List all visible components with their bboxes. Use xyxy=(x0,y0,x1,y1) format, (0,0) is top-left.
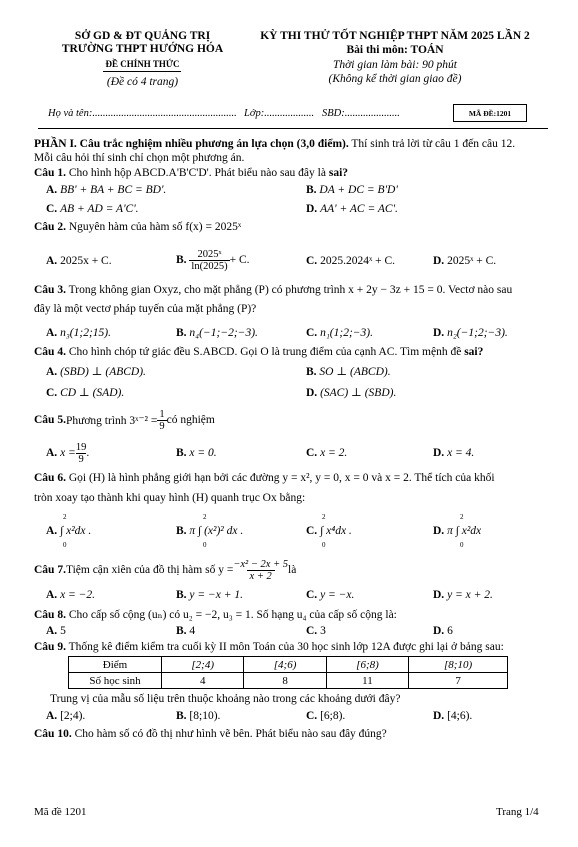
q5-option-c[interactable]: C. x = 2. xyxy=(306,447,348,459)
q5-a-tail: . xyxy=(86,447,90,459)
q7-frac-num: −x² − 2x + 5 xyxy=(233,558,289,570)
q6-a-lower: 0 xyxy=(63,541,67,549)
q8-option-b[interactable]: B. 4 xyxy=(176,625,196,637)
q4-number: Câu 4. xyxy=(34,346,66,358)
exam-subject: Bài thi môn: TOÁN xyxy=(346,44,444,56)
q5-frac-num: 1 xyxy=(159,408,165,420)
q5-option-d[interactable]: D. x = 4. xyxy=(433,447,475,459)
header-divider xyxy=(38,128,548,129)
q6-a-upper: 2 xyxy=(63,513,67,521)
q2-option-d[interactable]: D. 2025ˣ + C. xyxy=(433,255,497,267)
q7-frac-den: x + 2 xyxy=(247,570,275,582)
q8-stem xyxy=(34,607,397,621)
official-label: ĐỀ CHÍNH THỨC xyxy=(105,59,180,69)
q9-b-text: [8;10). xyxy=(189,710,221,722)
q9-option-b[interactable]: B. [8;10). xyxy=(176,710,221,722)
q9-td-4: 7 xyxy=(409,673,508,689)
q9-stem xyxy=(34,641,504,653)
page-count: (Đề có 4 trang) xyxy=(106,76,179,88)
q5-b-text: x = 0. xyxy=(189,447,217,459)
q6-option-d[interactable]: D. π ∫ x²dx xyxy=(433,525,482,537)
q8-option-a[interactable]: A. 5 xyxy=(46,625,66,637)
q3-option-c[interactable]: C. n₁(1;2;−3). xyxy=(306,327,374,339)
footer-code: Mã đề 1201 xyxy=(34,806,87,818)
q2-b-den: ln(2025) xyxy=(191,260,228,272)
footer-page: Trang 1/4 xyxy=(496,806,539,818)
q4-stem xyxy=(34,346,483,358)
q5-a-den: 9 xyxy=(78,453,84,465)
q1-d-text: AA' + AC = AC'. xyxy=(320,203,398,215)
q9-th-3: [6;8) xyxy=(326,657,408,673)
q8-c-text: 3 xyxy=(320,625,326,637)
q8-option-d[interactable]: D. 6 xyxy=(433,625,453,637)
q4-emph: sai? xyxy=(464,346,484,358)
q8-a-text: 5 xyxy=(60,625,66,637)
q8-option-c[interactable]: C. 3 xyxy=(306,625,326,637)
q3-stem-2: đây là một vectơ pháp tuyến của mặt phẳng (P)? xyxy=(34,303,257,315)
q6-b-text: π ∫ (x²)² dx . xyxy=(189,525,244,537)
q6-option-a[interactable]: A. ∫ x²dx . xyxy=(46,525,92,537)
q3-option-d[interactable]: D. n₂(−1;2;−3). xyxy=(433,327,508,339)
q4-a-text: (SBD) ⊥ (ABCD). xyxy=(60,366,146,378)
q5-frac-den: 9 xyxy=(159,420,165,432)
q6-number: Câu 6. xyxy=(34,472,66,484)
q7-option-d[interactable]: D. y = x + 2. xyxy=(433,589,493,601)
q2-stem xyxy=(34,221,241,233)
q9-d-text: [4;6). xyxy=(447,710,473,722)
exam-title: KỲ THI THỬ TỐT NGHIỆP THPT NĂM 2025 LẦN 2 xyxy=(260,30,530,42)
q5-a-pre: x = xyxy=(60,447,76,459)
q3-stem xyxy=(34,284,512,296)
q3-b-text: n₄(−1;−2;−3). xyxy=(189,327,258,339)
q7-c-text: y = −x. xyxy=(320,589,355,601)
q5-number: Câu 5. xyxy=(34,414,66,426)
q9-text: Thống kê điểm kiểm tra cuối kỳ II môn Toán của 30 học sinh lớp 12A được ghi lại ở bảng sau: xyxy=(65,641,504,653)
q2-option-a[interactable]: A. 2025x + C. xyxy=(46,255,112,267)
part1-rest: Thí sinh trả lời từ câu 1 đến câu 12. xyxy=(348,138,516,150)
q2-b-fraction xyxy=(189,249,229,272)
q9-td-0: Số học sinh xyxy=(69,673,162,689)
q9-number: Câu 9. xyxy=(34,641,66,653)
q4-option-d[interactable]: D. (SAC) ⊥ (SBD). xyxy=(306,387,397,399)
q7-option-b[interactable]: B. y = −x + 1. xyxy=(176,589,244,601)
q6-stem-2: tròn xoay tạo thành khi quay hình (H) quanh trục Ox bằng: xyxy=(34,492,306,504)
q10-number: Câu 10. xyxy=(34,728,72,740)
q2-d-text: 2025ˣ + C. xyxy=(447,255,497,267)
q9-td-1: 4 xyxy=(162,673,244,689)
exam-time: Thời gian làm bài: 90 phút xyxy=(332,59,458,71)
q2-text: Nguyên hàm của hàm số f(x) = 2025ˣ xyxy=(65,221,242,233)
q7-fraction xyxy=(233,559,288,582)
q8-d-text: 6 xyxy=(447,625,453,637)
q6-d-text: π ∫ x²dx xyxy=(447,525,482,537)
q3-option-b[interactable]: B. n₄(−1;−2;−3). xyxy=(176,327,258,339)
q9-table-header-row xyxy=(69,657,508,673)
q3-d-text: n₂(−1;2;−3). xyxy=(447,327,508,339)
q7-option-c[interactable]: C. y = −x. xyxy=(306,589,355,601)
q9-table-data-row xyxy=(69,673,508,689)
official-underline xyxy=(103,71,181,72)
exam-code-box xyxy=(453,104,527,122)
q9-stem-2: Trung vị của mẫu số liệu trên thuộc khoảng nào trong các khoảng dưới đây? xyxy=(50,693,401,705)
q8-b-text: 4 xyxy=(189,625,196,637)
q1-option-b[interactable]: B. DA + DC = B'D' xyxy=(306,184,398,196)
q4-option-c[interactable]: C. CD ⊥ (SAD). xyxy=(46,387,125,399)
q6-option-c[interactable]: C. ∫ x⁴dx . xyxy=(306,525,352,537)
q5-text-b: có nghiệm xyxy=(166,414,215,426)
q4-c-text: CD ⊥ (SAD). xyxy=(60,387,125,399)
q7-number: Câu 7. xyxy=(34,564,66,576)
q5-option-a[interactable]: A. x = $\frac{19}{9}$ . xyxy=(46,441,90,465)
q3-number: Câu 3. xyxy=(34,284,66,296)
q2-c-text: 2025.2024ˣ + C. xyxy=(320,255,396,267)
school-name: TRƯỜNG THPT HƯỚNG HÓA xyxy=(61,43,224,55)
q7-b-text: y = −x + 1. xyxy=(189,589,244,601)
q4-option-a[interactable]: A. (SBD) ⊥ (ABCD). xyxy=(46,366,146,378)
q9-td-3: 11 xyxy=(326,673,408,689)
q5-c-text: x = 2. xyxy=(320,447,348,459)
sbd-field: SBD:..................... xyxy=(322,108,400,119)
q1-number: Câu 1. xyxy=(34,167,66,179)
q1-emph: sai? xyxy=(328,167,349,179)
q3-text: Trong không gian Oxyz, cho mặt phẳng (P) có phương trình x + 2y − 3z + 15 = 0. Vectơ nào sau xyxy=(65,284,513,296)
q1-stem xyxy=(34,167,348,179)
q9-c-text: [6;8). xyxy=(320,710,346,722)
q6-stem xyxy=(34,472,495,484)
q7-a-text: x = −2. xyxy=(60,589,96,601)
q9-table xyxy=(68,656,508,689)
q5-fraction xyxy=(157,409,166,432)
q9-a-text: [2;4). xyxy=(60,710,86,722)
q2-b-num: 2025ˣ xyxy=(197,248,222,260)
q6-text: Gọi (H) là hình phẳng giới hạn bởi các đường y = x², y = 0, x = 0 và x = 2. Thể tích của khối xyxy=(65,472,495,484)
part1-line2: Mỗi câu hỏi thí sinh chỉ chọn một phương án. xyxy=(34,152,245,164)
q6-b-upper: 2 xyxy=(203,513,207,521)
q9-th-2: [4;6) xyxy=(244,657,326,673)
q7-text-a: Tiệm cận xiên của đồ thị hàm số y = xyxy=(65,564,234,576)
q1-option-a[interactable]: A. BB' + BA + BC = BD'. xyxy=(46,184,167,196)
q9-td-2: 8 xyxy=(244,673,326,689)
q6-c-upper: 2 xyxy=(322,513,326,521)
q4-d-text: (SAC) ⊥ (SBD). xyxy=(320,387,397,399)
q10-stem xyxy=(34,728,387,740)
q7-d-text: y = x + 2. xyxy=(447,589,493,601)
q1-text: Cho hình hộp ABCD.A'B'C'D'. Phát biểu nào sau đây là xyxy=(65,167,329,179)
q5-d-text: x = 4. xyxy=(447,447,475,459)
part1-title: PHẦN I. Câu trắc nghiệm nhiều phương án lựa chọn (3,0 điểm). xyxy=(34,138,349,150)
q2-option-b[interactable]: B. $\frac{\text{2025ˣ}}{\ln(2025)}$ + C. xyxy=(176,248,250,272)
q2-number: Câu 2. xyxy=(34,221,66,233)
q2-option-c[interactable]: C. 2025.2024ˣ + C. xyxy=(306,255,396,267)
q3-c-text: n₁(1;2;−3). xyxy=(320,327,374,339)
name-field: Họ và tên:....................................................... xyxy=(48,108,237,119)
q9-th-0: Điểm xyxy=(69,657,162,673)
q7-stem xyxy=(34,554,296,586)
q3-option-a[interactable]: A. n₃(1;2;15). xyxy=(46,327,112,339)
q4-b-text: SO ⊥ (ABCD). xyxy=(319,366,391,378)
q6-c-lower: 0 xyxy=(322,541,326,549)
class-field: Lớp:................... xyxy=(244,108,315,119)
q7-option-a[interactable]: A. x = −2. xyxy=(46,589,96,601)
q1-option-c[interactable]: C. AB + AD = A'C'. xyxy=(46,203,139,215)
q9-option-a[interactable]: A. [2;4). xyxy=(46,710,86,722)
q9-th-1: [2;4) xyxy=(162,657,244,673)
q6-option-b[interactable]: B. π ∫ (x²)² dx . xyxy=(176,525,244,537)
q6-a-text: ∫ x²dx . xyxy=(60,525,92,537)
q9-option-d[interactable]: D. [4;6). xyxy=(433,710,473,722)
q5-text-a: Phương trình 3ˣ⁻² = xyxy=(65,415,158,427)
q9-th-4: [8;10) xyxy=(409,657,508,673)
q6-d-upper: 2 xyxy=(460,513,464,521)
q9-option-c[interactable]: C. [6;8). xyxy=(306,710,346,722)
q2-a-text: 2025x + C. xyxy=(60,255,112,267)
q4-text: Cho hình chóp tứ giác đều S.ABCD. Gọi O là trung điểm của cạnh AC. Tìm mệnh đề xyxy=(65,346,465,358)
q5-a-num: 19 xyxy=(75,441,87,453)
q8-number: Câu 8. xyxy=(34,609,66,621)
q4-option-b[interactable]: B. SO ⊥ (ABCD). xyxy=(306,366,391,378)
exam-code: MÃ ĐỀ:1201 xyxy=(468,108,512,118)
q5-option-b[interactable]: B. x = 0. xyxy=(176,447,217,459)
dept-name: SỞ GD & ĐT QUẢNG TRỊ xyxy=(74,30,211,42)
part1-line1 xyxy=(34,138,515,150)
q10-text: Cho hàm số có đồ thị như hình vẽ bên. Phát biểu nào sau đây đúng? xyxy=(71,728,387,740)
q5-a-fraction xyxy=(75,441,90,465)
q1-b-text: DA + DC = B'D' xyxy=(319,184,398,196)
q1-a-text: BB' + BA + BC = BD'. xyxy=(60,184,167,196)
q2-b-tail: + C. xyxy=(229,254,250,266)
q1-c-text: AB + AD = A'C'. xyxy=(60,203,139,215)
exam-time-note: (Không kể thời gian giao đề) xyxy=(328,73,462,85)
q3-a-text: n₃(1;2;15). xyxy=(60,327,112,339)
q6-c-text: ∫ x⁴dx . xyxy=(320,525,352,537)
q7-text-b: là xyxy=(288,564,297,576)
q1-option-d[interactable]: D. AA' + AC = AC'. xyxy=(306,203,398,215)
q6-d-lower: 0 xyxy=(460,541,464,549)
q5-stem xyxy=(34,405,215,435)
q8-text: Cho cấp số cộng (uₙ) có u₂ = −2, u₃ = 1. Số hạng u₄ của cấp số cộng là: xyxy=(65,609,397,621)
q6-b-lower: 0 xyxy=(203,541,207,549)
